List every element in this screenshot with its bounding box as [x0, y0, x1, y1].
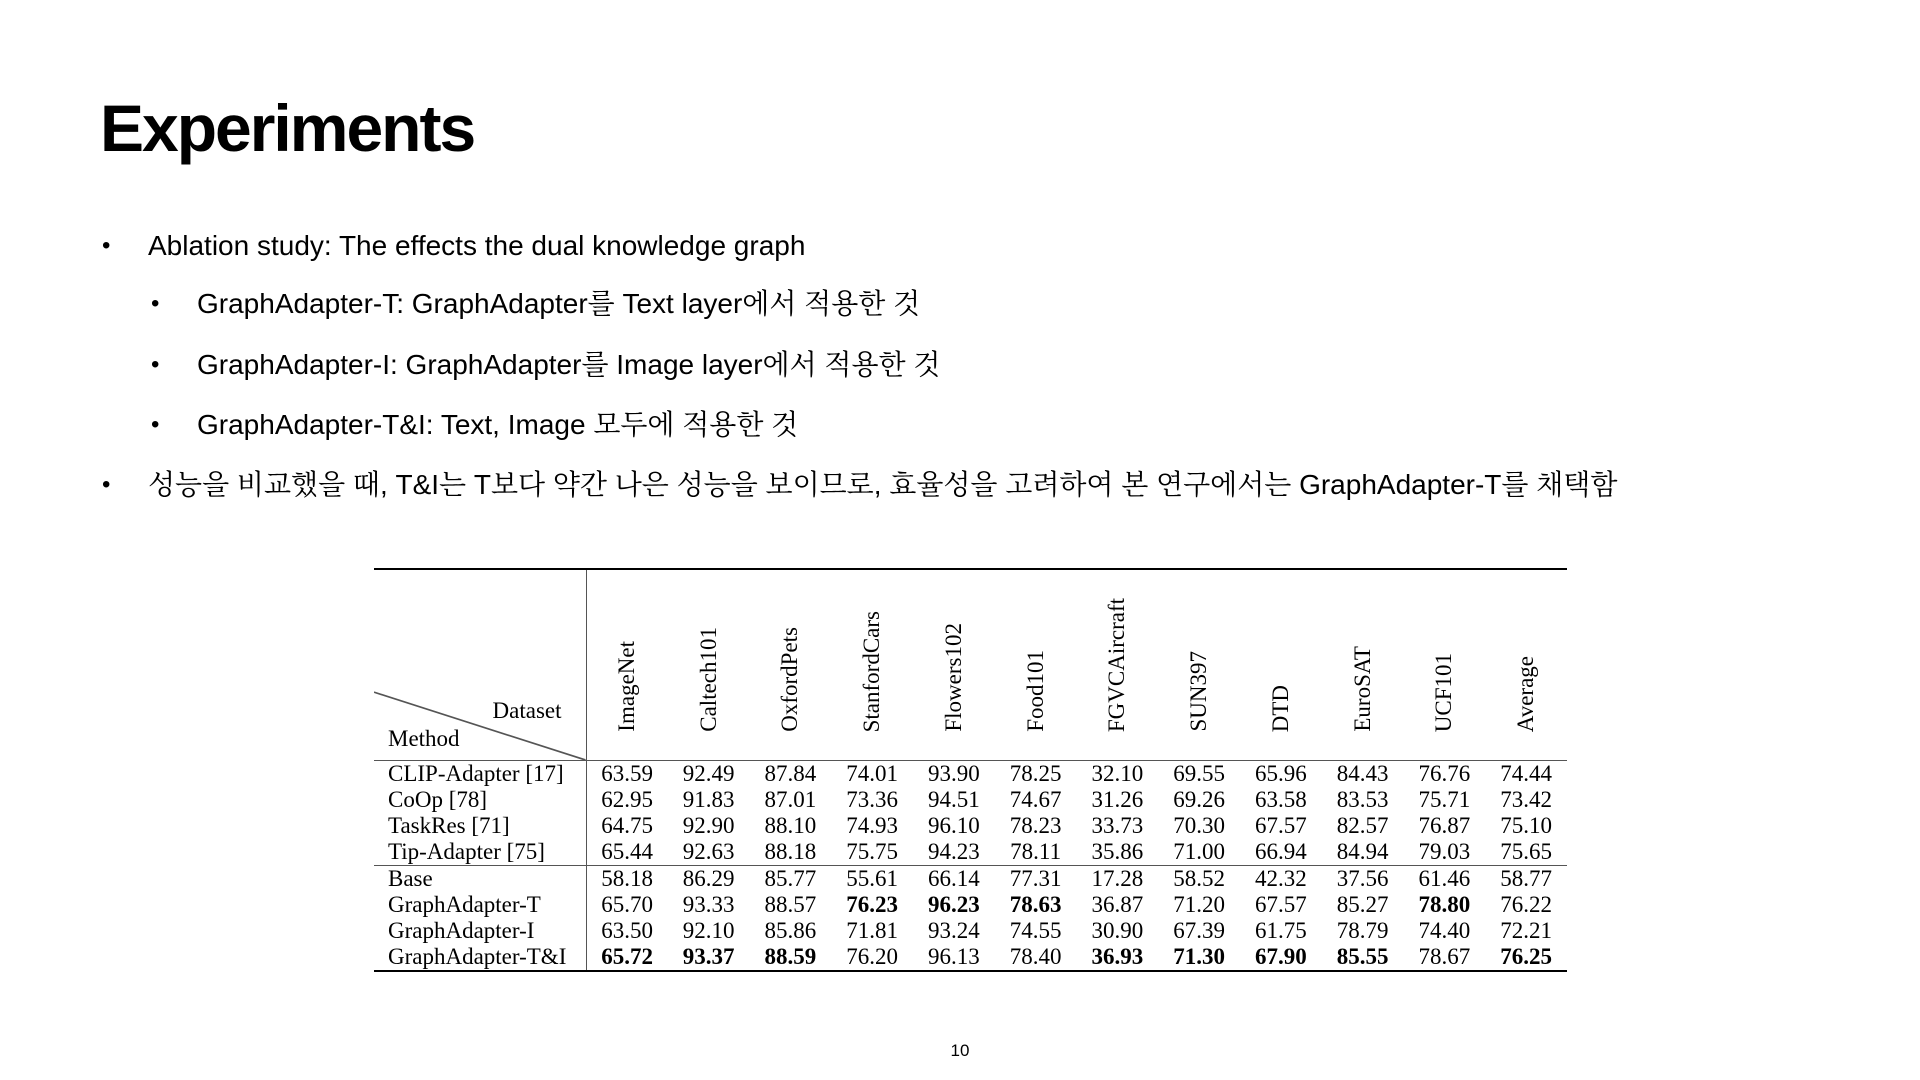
value-cell: 75.71: [1418, 787, 1471, 812]
value-cell: 78.40: [1009, 944, 1062, 969]
value-cell: 74.55: [1009, 918, 1062, 943]
value-cell: 74.93: [846, 813, 898, 838]
value-cell: 78.25: [1009, 761, 1062, 786]
value-cell: 76.23: [846, 892, 898, 917]
bullet-dot: •: [102, 471, 111, 498]
column-header-label: Caltech101: [695, 627, 721, 732]
value-cell: 73.36: [846, 787, 898, 812]
value-cell: 32.10: [1091, 761, 1144, 786]
column-header-label: StanfordCars: [859, 610, 885, 732]
table-row: [374, 839, 1567, 866]
column-header-label: UCF101: [1431, 652, 1457, 732]
column-header-imagenet: [586, 569, 668, 761]
value-cell: 65.44: [601, 839, 653, 864]
table-row: [374, 761, 1567, 788]
corner-dataset-label: Dataset: [492, 698, 562, 723]
value-cell: 69.26: [1173, 787, 1225, 812]
value-cell: 74.67: [1009, 787, 1062, 812]
value-cell: 96.23: [928, 892, 980, 917]
column-header-label: OxfordPets: [777, 627, 803, 732]
value-cell: 37.56: [1322, 866, 1404, 893]
slide-title: Experiments: [100, 91, 475, 165]
value-cell: 58.77: [1485, 866, 1567, 893]
value-cell: 88.10: [764, 813, 817, 838]
column-header-label: DTD: [1267, 684, 1293, 732]
value-cell: 67.39: [1173, 918, 1225, 943]
value-cell: 71.20: [1173, 892, 1225, 917]
value-cell: 85.86: [764, 918, 817, 943]
value-cell: 72.21: [1500, 918, 1552, 943]
value-cell: 65.70: [601, 892, 653, 917]
value-cell: 42.32: [1240, 866, 1322, 893]
value-cell: 76.22: [1500, 892, 1552, 917]
value-cell: 92.49: [682, 761, 735, 786]
bullet-graphadapter-ti: [151, 407, 799, 443]
value-cell: 78.79: [1336, 918, 1389, 943]
value-cell: 64.75: [601, 813, 653, 838]
value-cell: 93.90: [928, 761, 980, 786]
value-cell: 36.93: [1091, 944, 1144, 969]
bullet-ablation-study: [102, 228, 806, 264]
bullet-text: GraphAdapter-I: GraphAdapter를 Image layer에서 적용한 것: [197, 349, 941, 380]
value-cell: 74.44: [1500, 761, 1552, 786]
value-cell: 58.18: [586, 866, 668, 893]
value-cell: 84.94: [1336, 839, 1389, 864]
value-cell: 30.90: [1091, 918, 1144, 943]
table-row: [374, 918, 1567, 944]
value-cell: 83.53: [1336, 787, 1389, 812]
value-cell: 65.72: [601, 944, 653, 969]
value-cell: 70.30: [1173, 813, 1225, 838]
value-cell: 35.86: [1091, 839, 1144, 864]
value-cell: 94.23: [928, 839, 980, 864]
value-cell: 62.95: [601, 787, 653, 812]
column-header-stanfordcars: [831, 569, 913, 761]
table-row: [374, 866, 1567, 893]
table-header-row: [374, 569, 1567, 761]
value-cell: 66.14: [913, 866, 995, 893]
value-cell: 36.87: [1091, 892, 1144, 917]
value-cell: 75.75: [846, 839, 898, 864]
value-cell: 78.67: [1418, 944, 1471, 969]
value-cell: 96.13: [928, 944, 980, 969]
column-header-food101: [995, 569, 1077, 761]
column-header-oxfordpets: [750, 569, 832, 761]
value-cell: 71.00: [1173, 839, 1225, 864]
value-cell: 71.30: [1173, 944, 1225, 969]
value-cell: 96.10: [928, 813, 980, 838]
value-cell: 58.52: [1158, 866, 1240, 893]
bullet-graphadapter-i: [151, 347, 941, 383]
value-cell: 67.90: [1255, 944, 1307, 969]
column-header-dtd: [1240, 569, 1322, 761]
value-cell: 63.59: [601, 761, 653, 786]
value-cell: 91.83: [682, 787, 735, 812]
bullet-conclusion: [102, 467, 1618, 503]
column-header-eurosat: [1322, 569, 1404, 761]
bullet-dot: •: [102, 232, 111, 259]
value-cell: 94.51: [928, 787, 980, 812]
bullet-dot: •: [151, 290, 160, 317]
value-cell: 65.96: [1255, 761, 1307, 786]
value-cell: 76.25: [1500, 944, 1552, 969]
column-header-average: [1485, 569, 1567, 761]
value-cell: 78.80: [1418, 892, 1471, 917]
column-header-sun397: [1158, 569, 1240, 761]
method-name-cell: Base: [374, 866, 586, 893]
value-cell: 86.29: [668, 866, 750, 893]
value-cell: 66.94: [1255, 839, 1307, 864]
value-cell: 61.46: [1404, 866, 1486, 893]
value-cell: 78.23: [1009, 813, 1062, 838]
value-cell: 67.57: [1255, 892, 1307, 917]
value-cell: 75.10: [1500, 813, 1552, 838]
column-header-label: EuroSAT: [1349, 646, 1375, 732]
method-name-cell: CoOp [78]: [374, 787, 586, 813]
value-cell: 61.75: [1255, 918, 1307, 943]
page-number: 10: [950, 1041, 970, 1060]
value-cell: 78.63: [1009, 892, 1062, 917]
value-cell: 67.57: [1255, 813, 1307, 838]
table-row: [374, 787, 1567, 813]
column-header-ucf101: [1404, 569, 1486, 761]
column-header-label: Average: [1513, 655, 1539, 732]
ablation-results-table: [374, 568, 1567, 972]
value-cell: 73.42: [1500, 787, 1552, 812]
method-name-cell: GraphAdapter-T&I: [374, 944, 586, 971]
value-cell: 87.84: [764, 761, 817, 786]
table-corner-header: [374, 569, 586, 761]
value-cell: 84.43: [1336, 761, 1389, 786]
column-header-label: SUN397: [1186, 651, 1212, 732]
value-cell: 75.65: [1500, 839, 1552, 864]
value-cell: 69.55: [1173, 761, 1225, 786]
column-header-fgvcaircraft: [1077, 569, 1159, 761]
value-cell: 63.50: [601, 918, 653, 943]
bullet-text: GraphAdapter-T&I: Text, Image 모두에 적용한 것: [197, 409, 799, 440]
method-name-cell: Tip-Adapter [75]: [374, 839, 586, 866]
method-name-cell: TaskRes [71]: [374, 813, 586, 839]
table-row: [374, 944, 1567, 971]
bullet-graphadapter-t: [151, 286, 921, 322]
method-name-cell: CLIP-Adapter [17]: [374, 761, 586, 788]
bullet-text: GraphAdapter-T: GraphAdapter를 Text layer에서 적용한 것: [197, 288, 921, 319]
method-name-cell: GraphAdapter-I: [374, 918, 586, 944]
method-name-cell: GraphAdapter-T: [374, 892, 586, 918]
value-cell: 71.81: [846, 918, 898, 943]
value-cell: 74.01: [846, 761, 898, 786]
ablation-results-table-container: [374, 568, 1567, 972]
corner-method-label: Method: [388, 726, 460, 751]
value-cell: 93.33: [682, 892, 735, 917]
value-cell: 92.90: [682, 813, 735, 838]
table-row: [374, 813, 1567, 839]
column-header-flowers102: [913, 569, 995, 761]
bullet-dot: •: [151, 411, 160, 438]
bullet-text: 성능을 비교했을 때, T&I는 T보다 약간 나은 성능을 보이므로, 효율성을 고려하여 본 연구에서는 GraphAdapter-T를 채택함: [148, 469, 1618, 500]
column-header-caltech101: [668, 569, 750, 761]
column-header-label: Food101: [1022, 650, 1048, 732]
value-cell: 93.37: [682, 944, 735, 969]
value-cell: 85.27: [1336, 892, 1389, 917]
bullet-dot: •: [151, 351, 160, 378]
value-cell: 85.55: [1336, 944, 1389, 969]
bullet-text: Ablation study: The effects the dual knowledge graph: [148, 230, 806, 261]
value-cell: 82.57: [1336, 813, 1389, 838]
column-header-label: Flowers102: [940, 623, 966, 732]
value-cell: 77.31: [995, 866, 1077, 893]
table-row: [374, 892, 1567, 918]
value-cell: 55.61: [831, 866, 913, 893]
value-cell: 93.24: [928, 918, 980, 943]
value-cell: 33.73: [1091, 813, 1144, 838]
value-cell: 88.18: [764, 839, 817, 864]
value-cell: 76.20: [846, 944, 898, 969]
value-cell: 78.11: [1010, 839, 1062, 864]
value-cell: 92.10: [682, 918, 735, 943]
column-header-label: FGVCAircraft: [1104, 597, 1130, 732]
value-cell: 88.59: [764, 944, 817, 969]
value-cell: 85.77: [750, 866, 832, 893]
value-cell: 76.87: [1418, 813, 1471, 838]
column-header-label: ImageNet: [614, 641, 640, 732]
value-cell: 31.26: [1091, 787, 1144, 812]
value-cell: 17.28: [1077, 866, 1159, 893]
value-cell: 92.63: [682, 839, 735, 864]
value-cell: 63.58: [1255, 787, 1307, 812]
value-cell: 74.40: [1418, 918, 1471, 943]
table-body: [374, 761, 1567, 972]
value-cell: 76.76: [1418, 761, 1471, 786]
value-cell: 79.03: [1418, 839, 1471, 864]
value-cell: 87.01: [764, 787, 817, 812]
value-cell: 88.57: [764, 892, 817, 917]
